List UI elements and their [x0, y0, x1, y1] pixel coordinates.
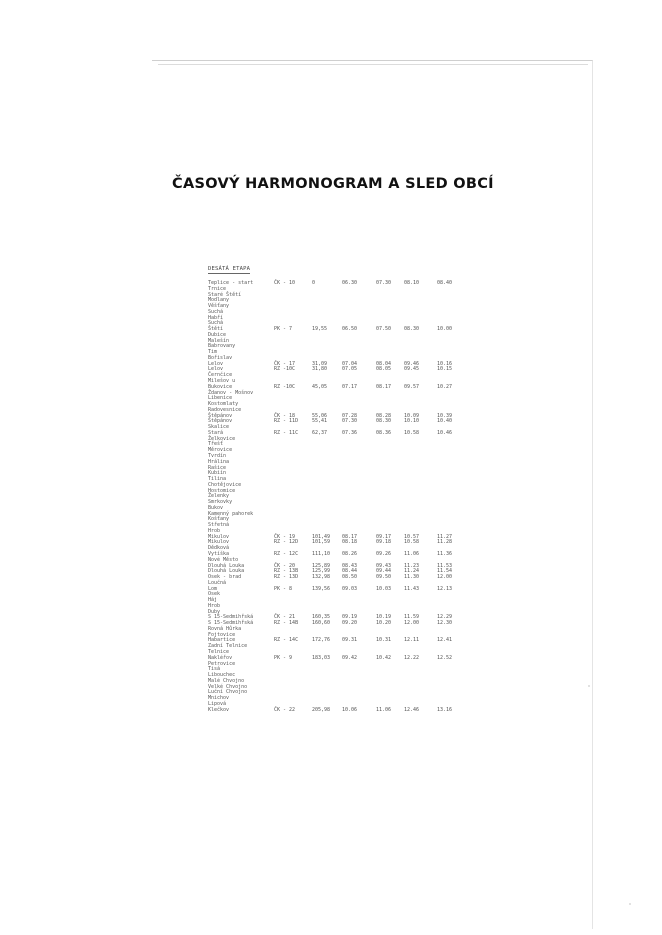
place-name: Štětí	[208, 326, 224, 333]
place-name: Bukovice	[208, 383, 233, 390]
time-3: 08.10	[404, 280, 420, 286]
distance-km: 183,03	[312, 654, 331, 661]
time-2: 08.36	[376, 429, 392, 436]
time-4: 11.53	[437, 562, 453, 569]
time-1: 07.36	[342, 429, 358, 436]
place-name: Malešín	[208, 337, 230, 344]
distance-km: 0	[312, 280, 316, 286]
place-name: Loučná	[208, 579, 227, 586]
time-4: 12.41	[437, 637, 453, 644]
time-2: 10.42	[376, 654, 392, 661]
time-2: 08.28	[376, 412, 392, 419]
distance-km: 160,35	[312, 614, 331, 621]
time-1: 09.03	[342, 585, 358, 592]
distance-km: 55,41	[312, 418, 328, 425]
distance-km: 172,76	[312, 637, 331, 644]
place-name: Suchá	[208, 320, 224, 327]
time-1: 07.17	[342, 383, 358, 390]
time-4: 10.46	[437, 429, 453, 436]
checkpoint-code: RZ - 13D	[274, 574, 299, 581]
time-4: 11.27	[437, 533, 453, 540]
place-name: Vytíška	[208, 550, 230, 557]
checkpoint-code: ČK - 10	[274, 280, 296, 286]
place-name: Mikulov	[208, 539, 230, 546]
time-1: 09.31	[342, 637, 358, 644]
time-4: 11.36	[437, 550, 453, 557]
time-1: 08.26	[342, 550, 358, 557]
place-name: Rašice	[208, 464, 227, 471]
place-name: Želkovice	[208, 435, 236, 442]
time-1: 08.18	[342, 539, 358, 546]
time-4: 12.00	[437, 574, 453, 581]
time-4: 10.16	[437, 360, 453, 367]
place-name: Háj	[208, 597, 218, 604]
time-1: 08.50	[342, 574, 358, 581]
place-name: Libouchec	[208, 672, 236, 679]
distance-km: 19,55	[312, 326, 328, 333]
time-3: 08.30	[404, 326, 420, 333]
time-3: 12.11	[404, 637, 420, 644]
place-name: Tilina	[208, 476, 227, 483]
place-name: Libenice	[208, 395, 233, 402]
checkpoint-code: PK - 9	[274, 654, 293, 661]
place-name: Modlany	[208, 297, 230, 304]
place-name: Dubice	[208, 331, 227, 338]
place-name: Hostomice	[208, 487, 236, 494]
time-4: 11.28	[437, 539, 453, 546]
place-name: Milešov u	[208, 378, 236, 385]
place-name: Suchá	[208, 308, 224, 315]
place-name: Hrob	[208, 602, 221, 609]
distance-km: 101,49	[312, 533, 331, 540]
time-4: 10.00	[437, 326, 453, 333]
scan-speck	[629, 903, 631, 905]
time-4: 12.13	[437, 585, 453, 592]
place-name: Kubiín	[208, 470, 227, 477]
place-name: Nové Město	[208, 556, 239, 563]
time-1: 07.04	[342, 360, 358, 367]
place-name: Věšťany	[208, 303, 230, 310]
distance-km: 45,05	[312, 383, 328, 390]
checkpoint-code: RZ -10C	[274, 383, 296, 390]
checkpoint-code: RZ - 12C	[274, 550, 299, 557]
place-name: Duby	[208, 608, 221, 615]
time-2: 10.20	[376, 620, 392, 627]
time-2: 10.31	[376, 637, 392, 644]
place-name: Dlouhá Louka	[208, 562, 245, 569]
time-3: 12.22	[404, 654, 420, 661]
time-3: 11.59	[404, 614, 420, 621]
checkpoint-code: RZ - 11C	[274, 429, 299, 436]
place-name: Hrob	[208, 527, 221, 534]
time-1: 07.30	[342, 418, 358, 425]
place-name: Kamenný pahorek	[208, 510, 254, 517]
time-4: 10.27	[437, 383, 453, 390]
distance-km: 101,59	[312, 539, 331, 546]
time-3: 09.45	[404, 366, 420, 373]
distance-km: 31,80	[312, 366, 328, 373]
table-row	[208, 708, 468, 714]
place-name: Habří	[208, 314, 224, 321]
place-name: Košťany	[208, 516, 230, 523]
place-name: Střetná	[208, 522, 230, 529]
place-name: Osek	[208, 591, 221, 598]
place-name: Štěpánov	[208, 418, 233, 425]
time-2: 11.06	[376, 706, 392, 713]
checkpoint-code: ČK - 17	[274, 360, 296, 367]
distance-km: 132,98	[312, 574, 331, 581]
place-name: Dědková	[208, 545, 230, 552]
time-3: 10.58	[404, 429, 420, 436]
place-name: Bukov	[208, 504, 224, 511]
time-2: 07.30	[376, 280, 392, 286]
checkpoint-code: RZ - 13B	[274, 568, 299, 575]
time-3: 10.09	[404, 412, 420, 419]
distance-km: 62,37	[312, 429, 328, 436]
time-1: 07.28	[342, 412, 358, 419]
place-name: Radovesnice	[208, 406, 242, 413]
timetable	[208, 281, 468, 713]
place-name: Černčice	[208, 372, 233, 379]
time-3: 10.58	[404, 539, 420, 546]
time-2: 08.30	[376, 418, 392, 425]
time-1: 07.05	[342, 366, 358, 373]
time-2: 08.04	[376, 360, 392, 367]
place-name: Lelov	[208, 360, 224, 367]
place-name: Štěpánov	[208, 412, 233, 419]
time-1: 08.44	[342, 568, 358, 575]
time-4: 10.39	[437, 412, 453, 419]
time-2: 07.50	[376, 326, 392, 333]
checkpoint-code: ČK - 21	[274, 614, 296, 621]
place-name: Hrálina	[208, 458, 230, 465]
time-1: 09.19	[342, 614, 358, 621]
time-1: 09.42	[342, 654, 358, 661]
time-3: 09.57	[404, 383, 420, 390]
time-3: 11.30	[404, 574, 420, 581]
time-1: 06.50	[342, 326, 358, 333]
place-name: Klečkov	[208, 706, 230, 713]
page-title: ČASOVÝ HARMONOGRAM A SLED OBCÍ	[172, 176, 494, 192]
time-3: 11.23	[404, 562, 420, 569]
place-name: Fojtovice	[208, 631, 236, 638]
time-4: 12.30	[437, 620, 453, 627]
distance-km: 111,10	[312, 550, 331, 557]
time-3: 12.46	[404, 706, 420, 713]
checkpoint-code: ČK - 18	[274, 412, 296, 419]
place-name: Osek - brad	[208, 574, 242, 581]
place-name: Kostomlaty	[208, 401, 239, 408]
time-2: 09.18	[376, 539, 392, 546]
distance-km: 125,89	[312, 562, 331, 569]
time-1: 08.43	[342, 562, 358, 569]
place-name: Trnice	[208, 285, 227, 292]
checkpoint-code: ČK - 22	[274, 706, 296, 713]
time-3: 11.43	[404, 585, 420, 592]
place-name: Bořislav	[208, 354, 233, 361]
distance-km: 139,56	[312, 585, 331, 592]
scan-speck	[588, 685, 590, 687]
time-2: 09.44	[376, 568, 392, 575]
place-name: Želenky	[208, 493, 230, 500]
place-name: Chotějovice	[208, 481, 242, 488]
place-name: Velké Chvojno	[208, 683, 248, 690]
time-4: 12.52	[437, 654, 453, 661]
place-name: Lelov	[208, 366, 224, 373]
time-2: 08.17	[376, 383, 392, 390]
time-2: 08.05	[376, 366, 392, 373]
place-name: Měrovice	[208, 447, 233, 454]
time-3: 11.24	[404, 568, 420, 575]
place-name: Ždanov - Mošnov	[208, 389, 254, 396]
time-1: 09.20	[342, 620, 358, 627]
time-2: 09.17	[376, 533, 392, 540]
place-name: Rovná Hůrka	[208, 625, 242, 632]
place-name: Zadní Telnice	[208, 643, 248, 650]
distance-km: 55,06	[312, 412, 328, 419]
checkpoint-code: RZ - 11D	[274, 418, 299, 425]
distance-km: 31,09	[312, 360, 328, 367]
place-name: Lipová	[208, 700, 227, 707]
time-2: 10.19	[376, 614, 392, 621]
checkpoint-code: PK - 8	[274, 585, 293, 592]
time-3: 12.00	[404, 620, 420, 627]
time-4: 12.29	[437, 614, 453, 621]
time-2: 10.03	[376, 585, 392, 592]
place-name: Teplice - start	[208, 280, 254, 286]
place-name: Petrovice	[208, 660, 236, 667]
place-name: Malé Chvojno	[208, 677, 245, 684]
place-name: S 15-Sedmihřská	[208, 620, 254, 627]
place-name: Mnichov	[208, 695, 230, 702]
time-4: 10.15	[437, 366, 453, 373]
time-2: 09.43	[376, 562, 392, 569]
time-3: 11.06	[404, 550, 420, 557]
place-name: Telnice	[208, 649, 230, 655]
place-name: Staré Štětí	[208, 291, 242, 298]
place-name: Luční Chvojno	[208, 689, 248, 696]
time-4: 11.54	[437, 568, 453, 575]
time-3: 10.10	[404, 418, 420, 425]
place-name: Třešť	[208, 441, 224, 448]
distance-km: 205,98	[312, 706, 331, 713]
distance-km: 160,60	[312, 620, 331, 627]
checkpoint-code: PK - 7	[274, 326, 293, 333]
time-4: 10.40	[437, 418, 453, 425]
place-name: Babrovany	[208, 343, 236, 350]
top-rule	[158, 64, 588, 65]
place-name: Mikulov	[208, 533, 230, 540]
checkpoint-code: RZ - 14C	[274, 637, 299, 644]
time-4: 13.16	[437, 706, 453, 713]
place-name: Dlouhá Louka	[208, 568, 245, 575]
checkpoint-code: ČK - 19	[274, 533, 296, 540]
time-3: 10.57	[404, 533, 420, 540]
place-name: Skalice	[208, 424, 230, 431]
place-name: Habartice	[208, 637, 236, 644]
time-3: 09.46	[404, 360, 420, 367]
time-1: 08.17	[342, 533, 358, 540]
section-label: DESÁTÁ ETAPA	[208, 266, 251, 272]
place-name: Tim	[208, 349, 218, 356]
time-1: 10.06	[342, 706, 358, 713]
place-name: Tvrdín	[208, 452, 227, 459]
checkpoint-code: RZ - 12D	[274, 539, 299, 546]
place-name: Nakléřov	[208, 654, 233, 661]
time-2: 09.50	[376, 574, 392, 581]
place-name: Lom	[208, 585, 218, 592]
time-4: 08.40	[437, 280, 453, 286]
place-name: Smrkovky	[208, 499, 233, 506]
place-name: Tisá	[208, 666, 221, 673]
time-1: 06.30	[342, 280, 358, 286]
checkpoint-code: ČK - 20	[274, 562, 296, 569]
place-name: S 15-Sedmihřská	[208, 614, 254, 621]
distance-km: 125,99	[312, 568, 331, 575]
time-2: 09.26	[376, 550, 392, 557]
checkpoint-code: RZ - 14B	[274, 620, 299, 627]
checkpoint-code: RZ -10C	[274, 366, 296, 373]
place-name: Stará	[208, 429, 224, 436]
